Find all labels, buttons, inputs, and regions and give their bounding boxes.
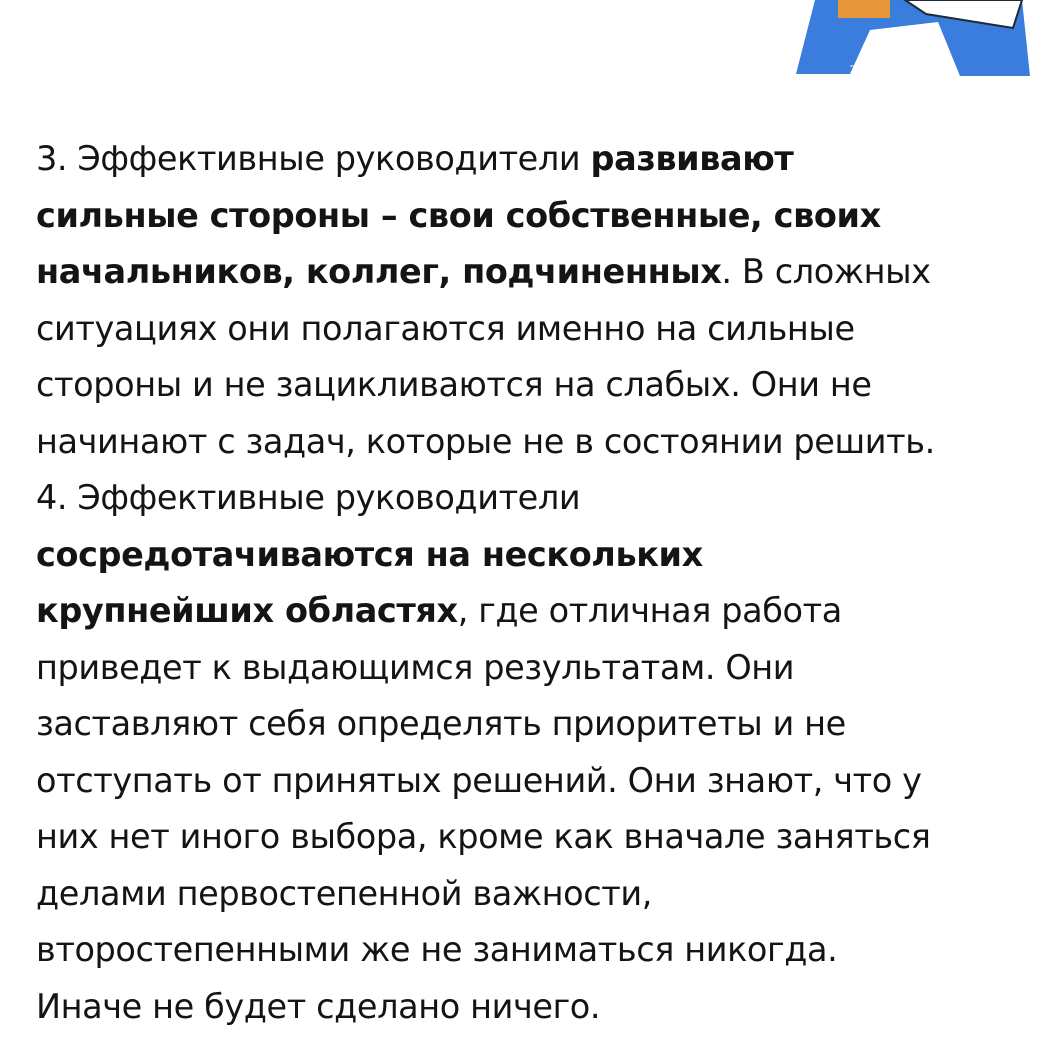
text-line <box>36 866 1048 923</box>
text-line <box>36 753 1048 810</box>
bold-text-segment: начальников, коллег, подчиненных <box>36 252 722 291</box>
text-line <box>36 696 1048 753</box>
text-line <box>36 527 1048 584</box>
text-segment: приведет к выдающимся результатам. Они <box>36 647 795 687</box>
text-segment: Иначе не будет сделано ничего. <box>36 986 601 1026</box>
text-line <box>36 188 1048 245</box>
decorative-corner-illustration-icon <box>0 0 1050 90</box>
text-line <box>36 357 1048 414</box>
orange-block <box>838 0 890 18</box>
text-line <box>36 979 1048 1036</box>
text-segment: 4. Эффективные руководители <box>36 478 581 517</box>
text-line <box>36 922 1048 979</box>
article-text <box>36 131 1048 1035</box>
text-segment: стороны и не зацикливаются на слабых. Они не <box>36 365 872 404</box>
text-segment: начинают с задач, которые не в состоянии решить. <box>36 421 935 461</box>
text-line <box>36 583 1048 640</box>
text-segment: заставляют себя определять приоритеты и не <box>36 704 846 743</box>
text-line <box>36 244 1048 301</box>
text-segment: отступать от принятых решений. Они знают, что у <box>36 760 922 800</box>
text-segment: , где отличная работа <box>457 591 842 630</box>
text-segment: 3. Эффективные руководители <box>36 139 591 178</box>
text-line <box>36 131 1048 188</box>
text-segment: второстепенными же не заниматься никогда. <box>36 930 838 969</box>
text-line <box>36 470 1048 527</box>
text-segment: делами первостепенной важности, <box>36 873 653 913</box>
text-segment: них нет иного выбора, кроме как вначале заняться <box>36 817 931 856</box>
text-line <box>36 301 1048 358</box>
bold-text-segment: развивают <box>590 139 794 178</box>
text-segment: ситуациях они полагаются именно на сильные <box>36 308 855 348</box>
bold-text-segment: сильные стороны – свои собственные, своих <box>36 195 881 235</box>
bold-text-segment: сосредотачиваются на нескольких <box>36 534 703 574</box>
text-segment: . В сложных <box>721 252 931 291</box>
bold-text-segment: крупнейших областях <box>36 591 458 630</box>
text-line <box>36 414 1048 471</box>
text-line <box>36 640 1048 697</box>
text-line <box>36 809 1048 866</box>
